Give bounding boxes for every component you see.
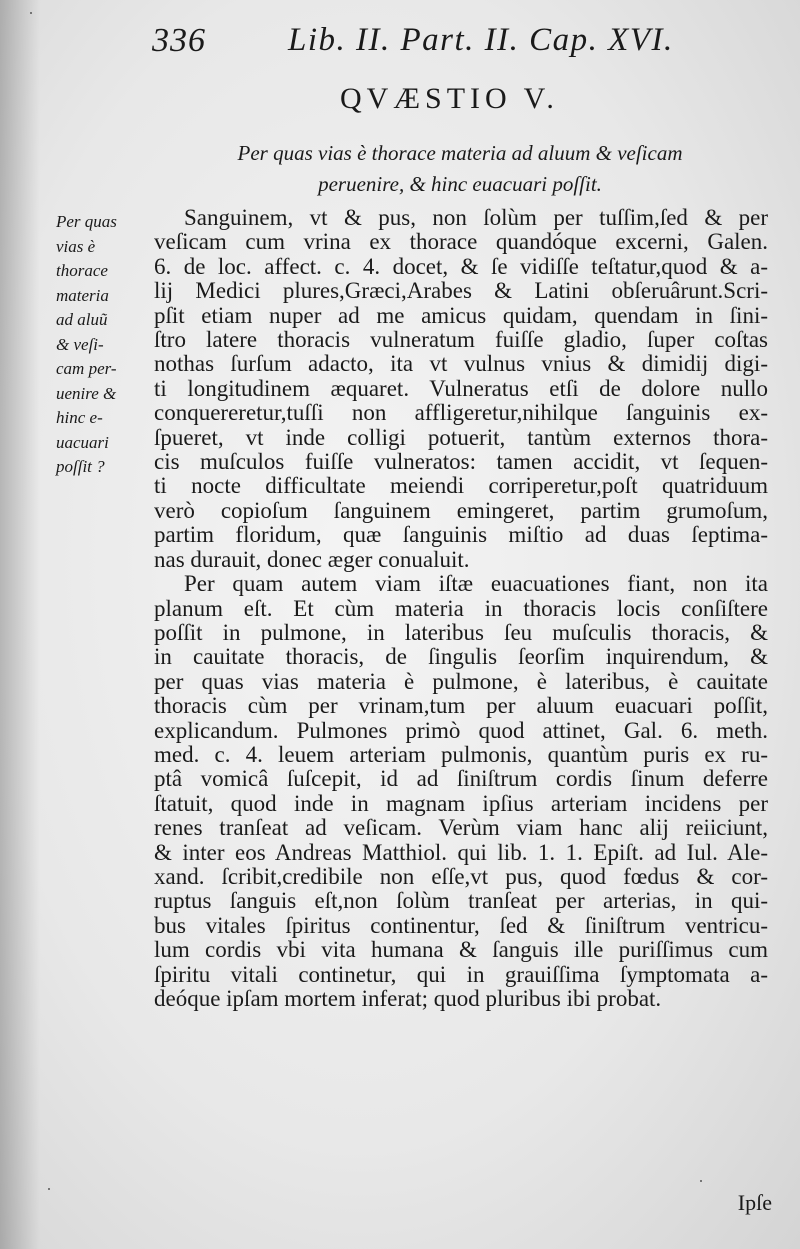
text-line: thoracis cùm per vrinam,tum per aluum euacuari poſſit, [154,693,768,719]
paragraph-1 [154,206,768,572]
subtitle-line: peruenire, & hinc euacuari poſſit. [318,172,602,196]
text-line: ptâ vomicâ ſuſcepit, id ad ſiniſtrum cordis ſinum deferre [154,766,768,792]
text-line: ruptus ſanguis eſt,non ſolùm tranſeat per arterias, in qui- [154,888,768,914]
running-head [0,18,800,68]
text-line: lum cordis vbi vita humana & ſanguis ille puriſſimus cum [154,937,768,963]
text-line: in cauitate thoracis, de ſingulis ſeorſim inquirendum, & [154,644,768,670]
page-number: 336 [152,22,206,59]
margin-note-line: uenire & [56,383,117,403]
text-line: lij Medici plures,Græci,Arabes & Latini obſeruârunt.Scri- [154,278,768,304]
margin-note-line: vias è [56,236,96,256]
text-line: bus vitales ſpiritus continentur, ſed & ſiniſtrum ventricu- [154,912,768,938]
margin-note-line: uacuari [56,432,109,452]
text-line: planum eſt. Et cùm materia in thoracis locis conſiſtere [154,595,768,621]
text-line: ſpueret, vt inde colligi potuerit, tantùm externos thora- [154,424,768,450]
margin-note-line: thorace [56,261,108,280]
catchword: Ipſe [737,1190,772,1215]
print-speck [700,1180,702,1182]
question-subtitle [150,138,770,200]
subtitle-line: Per quas vias è thorace materia ad aluum & veſicam [237,141,683,165]
running-title: Lib. II. Part. II. Cap. XVI. [288,22,674,58]
body-text [154,206,768,1011]
text-line: partim floridum, quæ ſanguinis miſtio ad duas ſeptima- [154,522,768,548]
text-line: veſicam cum vrina ex thorace quandóque excerni, Galen. [154,229,768,255]
text-line: cis muſculos fuiſſe vulneratos: tamen accidit, vt ſequen- [154,449,768,475]
text-line: & inter eos Andreas Matthiol. qui lib. 1. 1. Epiſt. ad Iul. Ale- [154,839,768,865]
text-line: xand. ſcribit,credibile non eſſe,vt pus, quod fœdus & cor- [154,863,768,889]
text-line: nas durauit, donec æger conualuit. [154,546,470,572]
margin-note-line: poſſit ? [56,457,105,476]
text-line: per quas vias materia è pulmone, è lateribus, è cauitate [154,668,768,694]
text-line: ſtatuit, quod inde in magnam ipſius arteriam incidens per [154,790,768,816]
text-line: med. c. 4. leuem arteriam pulmonis, quantùm puris ex ru- [154,741,768,767]
text-line: ſtro latere thoracis vulneratum fuiſſe gladio, ſuper coſtas [154,327,768,353]
text-line: explicandum. Pulmones primò quod attinet, Gal. 6. meth. [154,717,768,743]
question-title: QVÆSTIO V. [340,82,559,115]
margin-note-line: Per quas [56,212,117,231]
paragraph-2 [154,572,768,1011]
margin-note-line: hinc e- [56,408,103,427]
print-speck [30,12,32,14]
text-line: deóque ipſam mortem inferat; quod pluribus ibi probat. [154,986,662,1011]
text-line: ti nocte difficultate meiendi corriperetur,poſt quatriduum [154,473,768,499]
text-line: poſſit in pulmone, in lateribus ſeu muſculis thoracis, & [154,619,768,645]
text-line: Sanguinem, vt & pus, non ſolùm per tuſſim,ſed & per [184,205,768,230]
margin-note-line: cam per- [56,359,117,378]
margin-note-line: & veſi- [56,334,104,354]
text-line: nothas ſurſum adacto, ita vt vulnus vnius & dimidij digi- [154,351,768,377]
margin-note [56,210,156,480]
margin-note-line: ad aluũ [56,310,108,329]
text-line: verò copioſum ſanguinem emingeret, partim grumoſum, [154,497,768,523]
text-line: pſit etiam nuper ad me amicus quidam, quendam in ſini- [154,302,768,328]
text-line: ti longitudinem æquaret. Vulneratus etſi de dolore nullo [154,375,768,401]
text-line: 6. de loc. affect. c. 4. docet, & ſe vidiſſe teſtatur,quod & a- [154,253,768,279]
print-speck [48,1188,50,1190]
text-line: conquereretur,tuſſi non affligeretur,nihilque ſanguinis ex- [154,400,768,426]
text-line: ſpiritu vitali continetur, qui in grauiſſima ſymptomata a- [154,961,768,987]
text-line: Per quam autem viam iſtæ euacuationes fiant, non ita [184,571,768,597]
margin-note-line: materia [56,285,109,305]
text-line: renes tranſeat ad veſicam. Verùm viam hanc alij reiiciunt, [154,815,768,841]
gutter-shadow [0,0,40,1249]
